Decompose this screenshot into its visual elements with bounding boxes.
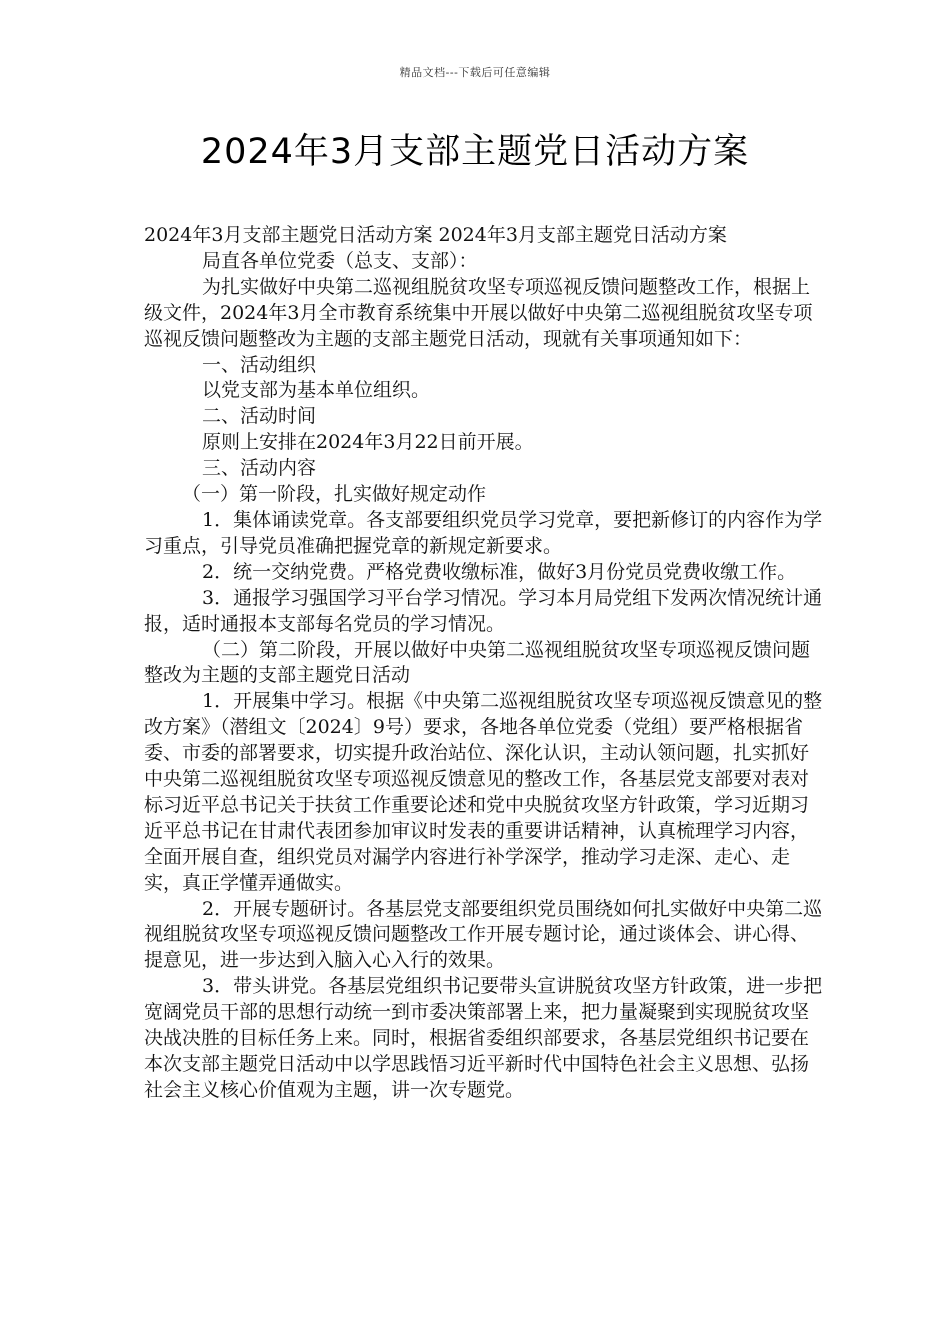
paragraph: 原则上安排在2024年3月22日前开展。 [202, 431, 534, 454]
header-note: 精品文档---下载后可任意编辑 [399, 66, 551, 79]
paragraph: （二）第二阶段，开展以做好中央第二巡视组脱贫攻坚专项巡视反馈问题整改为主题的支部主题党日活动 [144, 638, 811, 687]
paragraph: 局直各单位党委（总支、支部）： [202, 249, 478, 272]
paragraph: 二、活动时间 [202, 405, 317, 428]
document-body [144, 223, 824, 1104]
paragraph: 3．通报学习强国学习平台学习情况。学习本月局党组下发两次情况统计通报，适时通报本支部每名党员的学习情况。 [144, 586, 823, 635]
paragraph: 一、活动组织 [202, 353, 317, 376]
paragraph: （一）第一阶段，扎实做好规定动作 [182, 483, 487, 506]
paragraph: 为扎实做好中央第二巡视组脱贫攻坚专项巡视反馈问题整改工作，根据上级文件，2024年3月全市教育系统集中开展以做好中央第二巡视组脱贫攻坚专项巡视反馈问题整改为主题的支部主题党日活动，现就有关事项通知如下： [144, 275, 813, 350]
paragraph: 2．开展专题研讨。各基层党支部要组织党员围绕如何扎实做好中央第二巡视组脱贫攻坚专项巡视反馈问题整改工作开展专题讨论，通过谈体会、讲心得、提意见，进一步达到入脑入心入行的效果。 [144, 897, 823, 972]
paragraph: 以党支部为基本单位组织。 [202, 379, 431, 402]
page-title: 2024年3月支部主题党日活动方案 [200, 132, 750, 172]
paragraph: 3．带头讲党。各基层党组织书记要带头宣讲脱贫攻坚方针政策，进一步把宽阔党员干部的思想行动统一到市委决策部署上来，把力量凝聚到实现脱贫攻坚决战决胜的目标任务上来。同时，根据省委组织部要求，各基层党组织书记要在本次支部主题党日活动中以学思践悟习近平新时代中国特色社会主义思想、弘扬社会主义核心价值观为主题，讲一次专题党。 [144, 975, 823, 1101]
paragraph: 2024年3月支部主题党日活动方案 2024年3月支部主题党日活动方案 [144, 224, 727, 246]
paragraph: 三、活动内容 [202, 457, 317, 480]
paragraph: 1．开展集中学习。根据《中央第二巡视组脱贫攻坚专项巡视反馈意见的整改方案》（潜组文〔2024〕9号）要求，各地各单位党委（党组）要严格根据省委、市委的部署要求，切实提升政治站位、深化认识，主动认领问题，扎实抓好中央第二巡视组脱贫攻坚专项巡视反馈意见的整改工作，各基层党支部要对表对标习近平总书记关于扶贫工作重要论述和党中央脱贫攻坚方针政策，学习近期习近平总书记在甘肃代表团参加审议时发表的重要讲话精神，认真梳理学习内容，全面开展自查，组织党员对漏学内容进行补学深学，推动学习走深、走心、走实，真正学懂弄通做实。 [144, 690, 823, 894]
paragraph: 2．统一交纳党费。严格党费收缴标准，做好3月份党员党费收缴工作。 [202, 560, 797, 583]
paragraph: 1．集体诵读党章。各支部要组织党员学习党章，要把新修订的内容作为学习重点，引导党员准确把握党章的新规定新要求。 [144, 508, 823, 557]
